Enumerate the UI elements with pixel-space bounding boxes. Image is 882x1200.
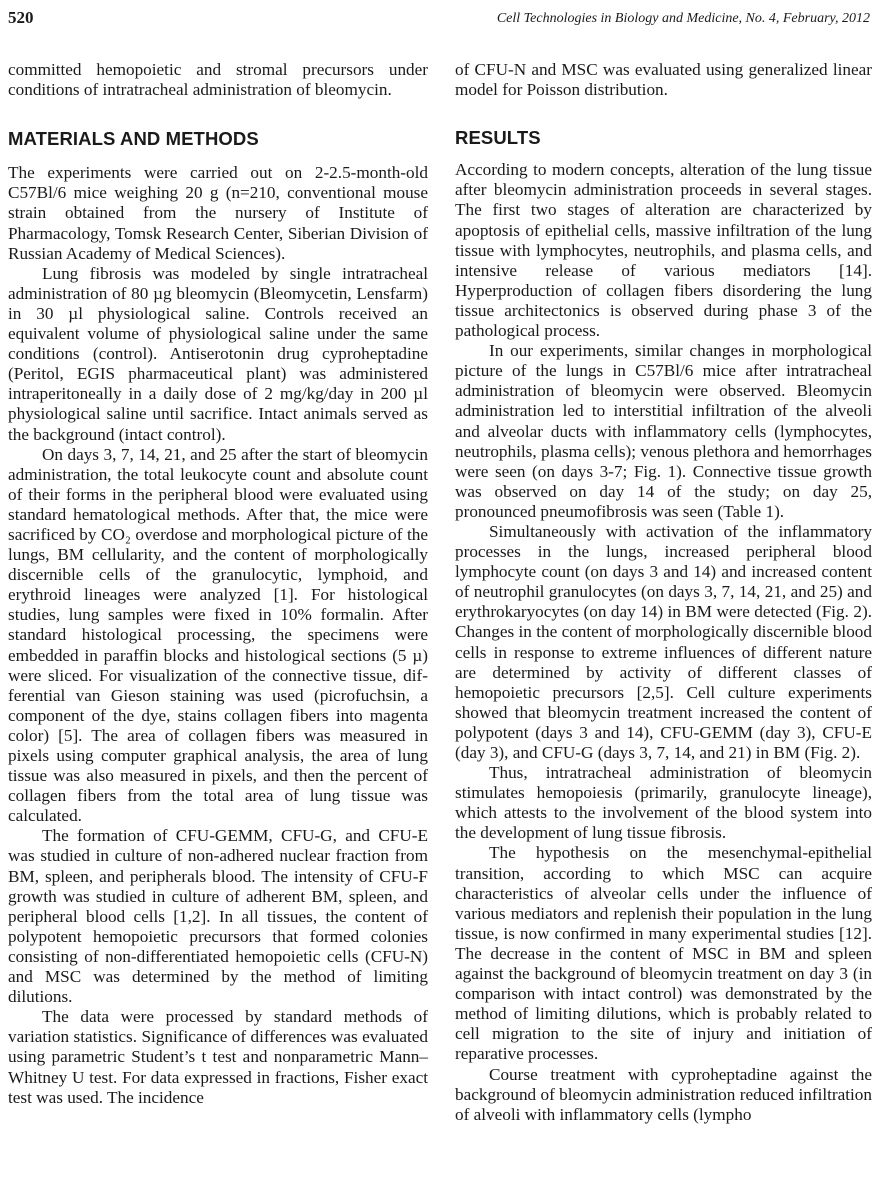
methods-paragraph: The formation of CFU-GEMM, CFU-G, and CFU-E was studied in culture of non-adhered nuclear fraction from BM, spleen, and peripherals blood. The intensity of CFU-F growth was studied in culture of adherent BM, spleen, and peripheral blood cells [1,2]. In all tissues, the content of polypotent hemopoietic precursors that formed colonies consisting of non-differentiated hemopoietic cells (CFU-N) and MSC was determined by the method of limiting dilutions. [8,826,428,1007]
left-column [8,60,428,1108]
right-column [455,60,872,1125]
methods-paragraph: The experiments were carried out on 2-2.5-month-old C57Bl/6 mice weighing 20 g (n=210, conventional mouse strain obtained from the nursery of Institute of Pharmacology, Tomsk Research Center, Siberian Division of Russian Academy of Medical Sciences). [8,163,428,263]
results-paragraph: Course treatment with cyproheptadine against the background of bleomycin administration reduced infiltration of alveoli with inflammatory cells (lympho [455,1064,872,1124]
methods-paragraph: On days 3, 7, 14, 21, and 25 after the start of bleomycin administration, the total leukocyte count and absolute count of their forms in the peripheral blood were evaluated using standard hematological methods. After that, the mice were sacrificed by CO₂ overdose and morphological picture of the lungs, BM cellularity, and the content of morphologically discernible cells of the granulocytic, lymphoid, and erythroid lineages were analyzed [1]. For histological studies, lung samples were fixed in 10% formalin. After standard histological processing, the specimens were embedded in paraffin blocks and histological sections (5 µ) were sliced. For visualization of the connective tissue, differential van Gieson staining was used (picrofuchsin, a component of the dye, stains collagen fibers into magenta color) [5]. The area of collagen fibers was measured in pixels using computer graphical analysis, the area of lung tissue was also measured in pixels, and then the percent of collagen fibers from the total area of lung tissue was calculated. [8,444,428,826]
continued-paragraph: of CFU-N and MSC was evaluated using generalized linear model for Poisson distribution. [455,60,872,100]
running-header [8,8,870,34]
results-paragraph: In our experiments, similar changes in morphological picture of the lungs in C57Bl/6 mice after intratracheal administration of bleomycin were observed. Bleomycin administration led to interstitial infiltration of the alveoli and alveolar ducts with inflammatory cells (lymphocytes, neutrophils, plasma cells); venous plethora and hemorrhages were seen (on days 3-7; Fig. 1). Connective tissue growth was observed on day 14 of the study; on day 25, pronounced pneumofibrosis was seen (Table 1). [455,341,872,521]
journal-citation: Cell Technologies in Biology and Medicine, No. 4, February, 2012 [496,11,870,26]
methods-paragraph: The data were processed by standard methods of variation statistics. Significance of differences was evaluated using parametric Student’s t test and nonparametric Mann–Whitney U test. For data expressed in fractions, Fisher exact test was used. The incidence [8,1007,428,1107]
results-paragraph: Simultaneously with activation of the inflammatory processes in the lungs, increased peripheral blood lymphocyte count (on days 3 and 14) and increased content of neutrophil granulocytes (on days 3, 7, 14, 21, and 25) and erythrokaryocytes (on day 14) in BM were detected (Fig. 2). Changes in the content of morphologically discernible blood cells in response to extreme influences of different nature are determined by activity of different classes of hemopoietic precursors [2,5]. Cell culture experiments showed that bleomycin treatment increased the content of polypotent (days 3 and 14), CFU-GEMM (day 3), CFU-E (day 3), and CFU-G (days 3, 7, 14, and 21) in BM (Fig. 2). [455,521,872,762]
intro-paragraph: committed hemopoietic and stromal precursors under conditions of intratracheal administration of bleomycin. [8,60,428,100]
results-paragraph: According to modern concepts, alteration of the lung tissue after bleomycin administration proceeds in several stages. The first two stages of alteration are characterized by apoptosis of epithelial cells, massive infiltration of the lung tissue with lymphocytes, neutrophils, and plasma cells, and intensive release of various mediators [14]. Hyperproduction of collagen fibers disordering the lung tissue architectonics is observed during phase 3 of the pathological process. [455,160,872,341]
results-heading: RESULTS [455,127,541,149]
results-paragraph: Thus, intratracheal administration of bleomycin stimulates hemopoiesis (primarily, granulocyte lineage), which attests to the involvement of the blood system into the development of lung tissue fibrosis. [455,763,872,843]
page-number: 520 [8,8,34,27]
results-paragraph: The hypothesis on the mesenchymal-epithelial transition, according to which MSC can acquire characteristics of alveolar cells under the influence of various mediators and replenish their population in the lung tissue, is now confirmed in many experimental studies [12]. The decrease in the content of MSC in BM and spleen against the background of bleomycin treatment on day 3 (in comparison with intact control) was demonstrated by the method of limiting dilutions, which is probably related to cell migration to the site of injury and initiation of reparative processes. [455,843,872,1064]
methods-paragraph: Lung fibrosis was modeled by single intratracheal administration of 80 µg bleomycin (Bleomycetin, Lensfarm) in 30 µl physiological saline. Controls received an equivalent volume of physiological saline under the same conditions (control). Antiserotonin drug cyproheptadine (Peritol, EGIS pharmaceutical plant) was administered intraperitoneally in a daily dose of 2 mg/kg/day in 200 µl physiological saline until sacrifice. Intact animals served as the background (intact control). [8,263,428,444]
materials-methods-heading: MATERIALS AND METHODS [8,128,259,150]
